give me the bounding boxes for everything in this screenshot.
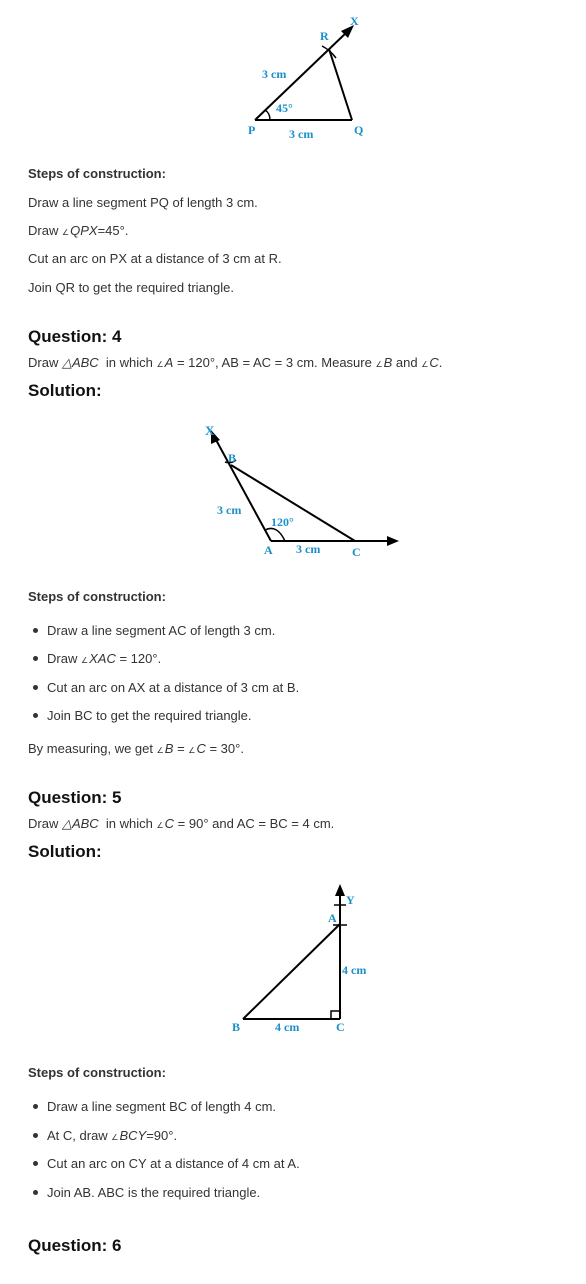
list-item: Cut an arc on AX at a distance of 3 cm at B. <box>47 680 300 695</box>
label-angle-45: 45° <box>276 101 293 115</box>
list-bullet <box>33 713 38 718</box>
question-5-text: Draw △ABC in which ∠C = 90° and AC = BC = 4 cm. <box>28 816 335 831</box>
steps-heading: Steps of construction: <box>28 166 166 181</box>
label-ac-length: 3 cm <box>296 542 321 556</box>
steps-heading: Steps of construction: <box>28 1065 166 1080</box>
label-r: R <box>320 29 329 43</box>
label-bc-length: 4 cm <box>275 1020 300 1034</box>
figure-right-triangle-abc <box>225 880 385 1040</box>
figure-triangle-pqr <box>230 10 380 145</box>
list-item: Join BC to get the required triangle. <box>47 708 252 723</box>
label-pq-length: 3 cm <box>289 127 314 141</box>
solution-heading: Solution: <box>28 842 102 861</box>
label-pr-length: 3 cm <box>262 67 287 81</box>
label-q: Q <box>354 123 364 137</box>
list-item: Draw a line segment AC of length 3 cm. <box>47 623 276 638</box>
label-a: A <box>264 543 273 557</box>
list-bullet <box>33 1133 38 1138</box>
label-b: B <box>228 451 237 465</box>
question-4-heading: Question: 4 <box>28 327 122 346</box>
list-bullet <box>33 685 38 690</box>
measurement-result: By measuring, we get ∠B = ∠C = 30°. <box>28 741 244 756</box>
list-item: Draw ∠XAC = 120°. <box>47 651 162 666</box>
label-angle-120: 120° <box>271 515 294 529</box>
steps-heading: Steps of construction: <box>28 589 166 604</box>
list-bullet <box>33 1104 38 1109</box>
list-bullet <box>33 628 38 633</box>
question-5-heading: Question: 5 <box>28 788 122 807</box>
label-x: X <box>350 14 359 28</box>
question-6-heading: Question: 6 <box>28 1236 122 1255</box>
step-line: Join QR to get the required triangle. <box>28 280 234 295</box>
label-ac-length: 4 cm <box>342 963 367 977</box>
list-item: Join AB. ABC is the required triangle. <box>47 1185 261 1200</box>
list-item: Draw a line segment BC of length 4 cm. <box>47 1099 277 1114</box>
label-b: B <box>232 1020 241 1034</box>
question-4-text: Draw △ABC in which ∠A = 120°, AB = AC = 3 cm. Measure ∠B and ∠C. <box>28 355 443 370</box>
label-c: C <box>336 1020 345 1034</box>
list-bullet <box>33 1161 38 1166</box>
solution-heading: Solution: <box>28 381 102 400</box>
figure-triangle-abc-120 <box>195 420 405 562</box>
list-item: At C, draw ∠BCY=90°. <box>47 1128 178 1143</box>
label-x: X <box>205 423 215 438</box>
label-y: Y <box>346 893 355 907</box>
step-line-angle: Draw ∠QPX=45°. <box>28 223 129 238</box>
step-line: Draw a line segment PQ of length 3 cm. <box>28 195 258 210</box>
label-p: P <box>248 123 256 137</box>
list-item: Cut an arc on CY at a distance of 4 cm at A. <box>47 1156 300 1171</box>
label-ab-length: 3 cm <box>217 503 242 517</box>
label-a: A <box>328 911 337 925</box>
step-line: Cut an arc on PX at a distance of 3 cm at R. <box>28 251 282 266</box>
list-bullet <box>33 1190 38 1195</box>
list-bullet <box>33 656 38 661</box>
label-c: C <box>352 545 361 559</box>
